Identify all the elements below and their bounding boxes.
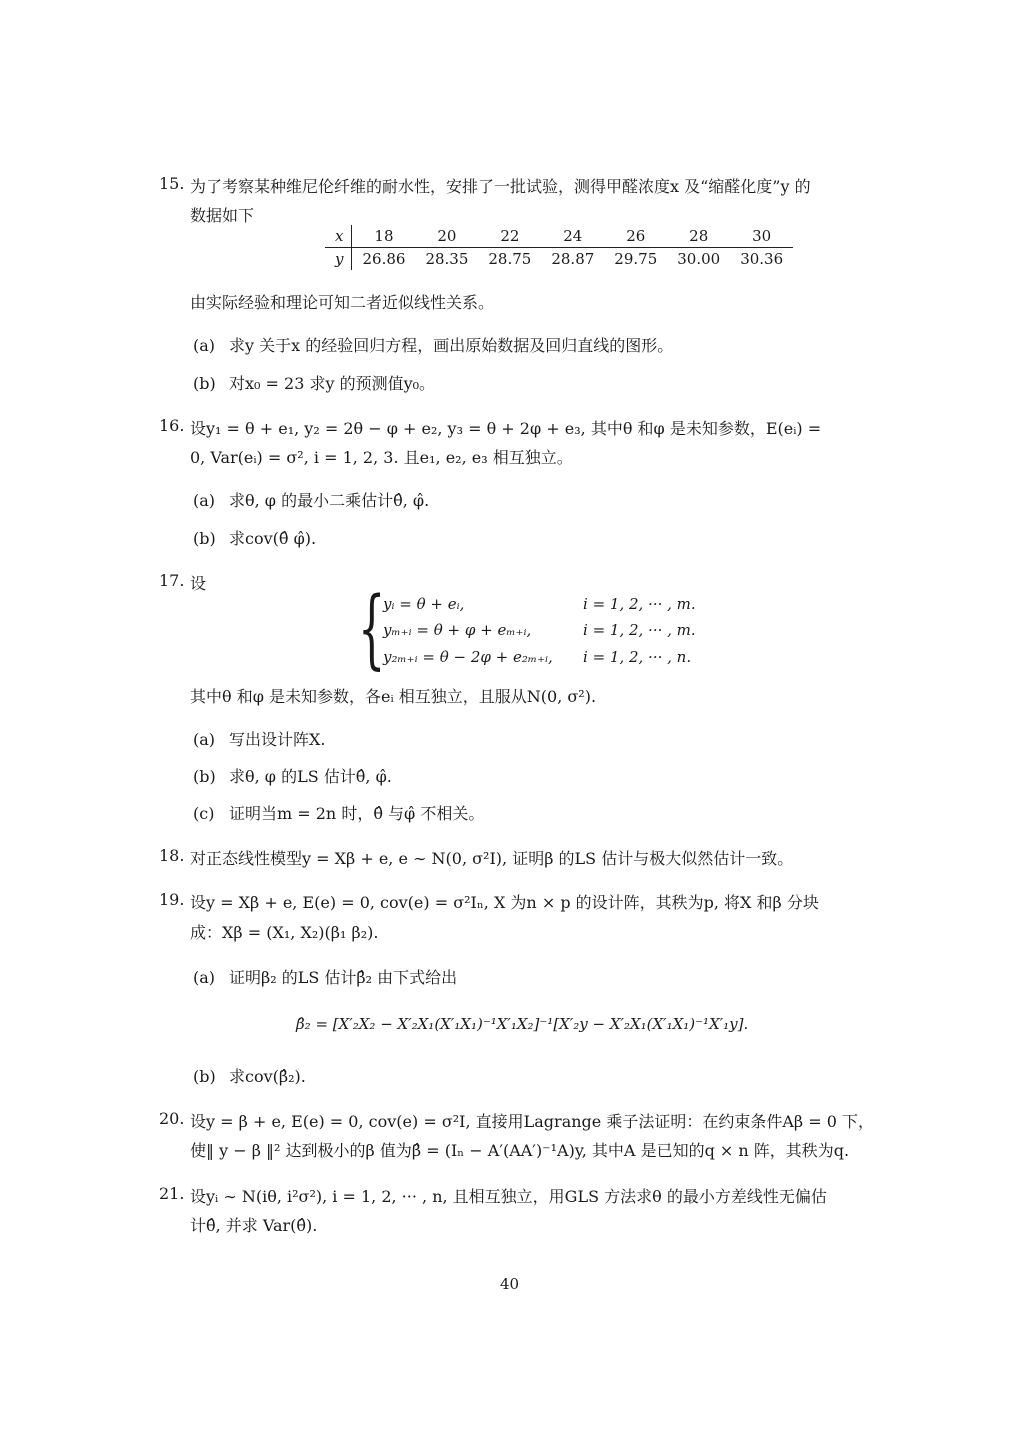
equation-1-left: yᵢ = θ + eᵢ, <box>383 595 465 613</box>
problem-17-part-c <box>193 801 484 824</box>
table-header-y: y <box>325 248 352 271</box>
problem-17-number: 17. <box>159 571 185 590</box>
problem-15-number: 15. <box>159 174 185 193</box>
table-cell: 26.86 <box>362 250 406 268</box>
problem-15-after: 由实际经验和理论可知二者近似线性关系。 <box>190 293 495 312</box>
data-table <box>325 225 793 270</box>
problem-19-formula: β̂₂ = [X′₂X₂ − X′₂X₁(X′₁X₁)⁻¹X′₁X₂]⁻¹[X′₂y − X′₂X₁(X′₁X₁)⁻¹X′₁y]. <box>296 1015 749 1033</box>
problem-15-part-b <box>193 371 435 394</box>
problem-18-text-line1: 对正态线性模型y = Xβ + e, e ∼ N(0, σ²I), 证明β 的LS 估计与极大似然估计一致。 <box>190 849 794 868</box>
part-label: (a) <box>193 730 216 749</box>
problem-20-number: 20. <box>159 1109 185 1128</box>
problem-19-text-line2: 成：Xβ = (X₁, X₂)(β₁ β₂). <box>190 923 379 942</box>
problem-17-part-b <box>193 764 392 787</box>
part-text: 求y 关于x 的经验回归方程，画出原始数据及回归直线的图形。 <box>229 336 674 355</box>
part-text: 证明β₂ 的LS 估计β̂₂ 由下式给出 <box>229 968 458 987</box>
table-cell: 18 <box>352 225 415 248</box>
part-label: (b) <box>193 1067 216 1086</box>
table-cell: 28.75 <box>488 250 532 268</box>
table-cell: 30.36 <box>740 250 784 268</box>
problem-16-number: 16. <box>159 416 185 435</box>
table-row-x <box>325 225 793 248</box>
problem-15-text-line1: 为了考察某种维尼伦纤维的耐水性，安排了一批试验，测得甲醛浓度x 及“缩醛化度”y 的 <box>190 177 811 196</box>
problem-17-intro: 设 <box>190 574 207 593</box>
part-label: (a) <box>193 336 216 355</box>
equation-2-left: yₘ₊ᵢ = θ + φ + eₘ₊ᵢ, <box>383 621 532 639</box>
equation-1-right: i = 1, 2, ··· , m. <box>583 595 696 613</box>
part-text: 求θ, φ 的最小二乘估计θ̂, φ̂. <box>229 491 430 510</box>
problem-15-text-line2: 数据如下 <box>190 206 255 225</box>
table-cell: 30 <box>730 225 793 248</box>
part-text: 求cov(θ̂ φ̂). <box>229 529 317 548</box>
table-header-x: x <box>325 225 352 248</box>
part-label: (b) <box>193 374 216 393</box>
part-text: 证明当m = 2n 时，θ̂ 与φ̂ 不相关。 <box>229 804 485 823</box>
equation-brace: { <box>358 579 386 679</box>
part-text: 求θ, φ 的LS 估计θ̂, φ̂. <box>229 767 392 786</box>
problem-15-part-a <box>193 333 673 356</box>
table-cell: 22 <box>478 225 541 248</box>
table-cell: 28.87 <box>551 250 595 268</box>
problem-19-part-b <box>193 1064 306 1087</box>
part-label: (b) <box>193 767 216 786</box>
table-cell: 28 <box>667 225 730 248</box>
problem-16-text-line2: 0, Var(eᵢ) = σ², i = 1, 2, 3. 且e₁, e₂, e₃ 相互独立。 <box>190 448 573 467</box>
table-cell: 24 <box>541 225 604 248</box>
problem-16-part-b <box>193 526 316 549</box>
page-number: 40 <box>499 1275 520 1293</box>
problem-20-text-line1: 设y = β + e, E(e) = 0, cov(e) = σ²I, 直接用Lagrange 乘子法证明：在约束条件Aβ = 0 下， <box>190 1112 874 1131</box>
equation-2-right: i = 1, 2, ··· , m. <box>583 621 696 639</box>
problem-19-number: 19. <box>159 890 185 909</box>
part-label: (c) <box>193 804 215 823</box>
table-row-y <box>325 248 793 271</box>
table-cell: 26 <box>604 225 667 248</box>
problem-19-text-line1: 设y = Xβ + e, E(e) = 0, cov(e) = σ²Iₙ, X 为n × p 的设计阵，其秩为p, 将X 和β 分块 <box>190 893 819 912</box>
table-cell: 20 <box>415 225 478 248</box>
problem-19-part-a <box>193 965 457 988</box>
table-cell: 29.75 <box>614 250 658 268</box>
problem-17-after: 其中θ 和φ 是未知参数，各eᵢ 相互独立，且服从N(0, σ²). <box>190 687 597 706</box>
part-label: (a) <box>193 491 216 510</box>
problem-20-text-line2: 使‖ y − β ‖² 达到极小的β 值为β̂ = (Iₙ − A′(AA′)⁻¹A)y, 其中A 是已知的q × n 阵，其秩为q. <box>190 1141 850 1160</box>
problem-21-text-line2: 计θ̂, 并求 Var(θ̂). <box>190 1216 318 1235</box>
part-text: 求cov(β̂₂). <box>229 1067 306 1086</box>
table-cell: 28.35 <box>425 250 469 268</box>
equation-3-left: y₂ₘ₊ᵢ = θ − 2φ + e₂ₘ₊ᵢ, <box>383 648 553 666</box>
problem-21-text-line1: 设yᵢ ∼ N(iθ, i²σ²), i = 1, 2, ··· , n, 且相互独立，用GLS 方法求θ 的最小方差线性无偏估 <box>190 1187 827 1206</box>
problem-16-part-a <box>193 488 429 511</box>
equation-3-right: i = 1, 2, ··· , n. <box>583 648 692 666</box>
problem-21-number: 21. <box>159 1184 185 1203</box>
part-text: 写出设计阵X. <box>229 730 326 749</box>
problem-16-text-line1: 设y₁ = θ + e₁, y₂ = 2θ − φ + e₂, y₃ = θ + 2φ + e₃, 其中θ 和φ 是未知参数，E(eᵢ) = <box>190 419 822 438</box>
problem-18-number: 18. <box>159 846 185 865</box>
table-cell: 30.00 <box>677 250 721 268</box>
part-label: (a) <box>193 968 216 987</box>
part-label: (b) <box>193 529 216 548</box>
problem-17-part-a <box>193 727 325 750</box>
part-text: 对x₀ = 23 求y 的预测值y₀。 <box>229 374 436 393</box>
